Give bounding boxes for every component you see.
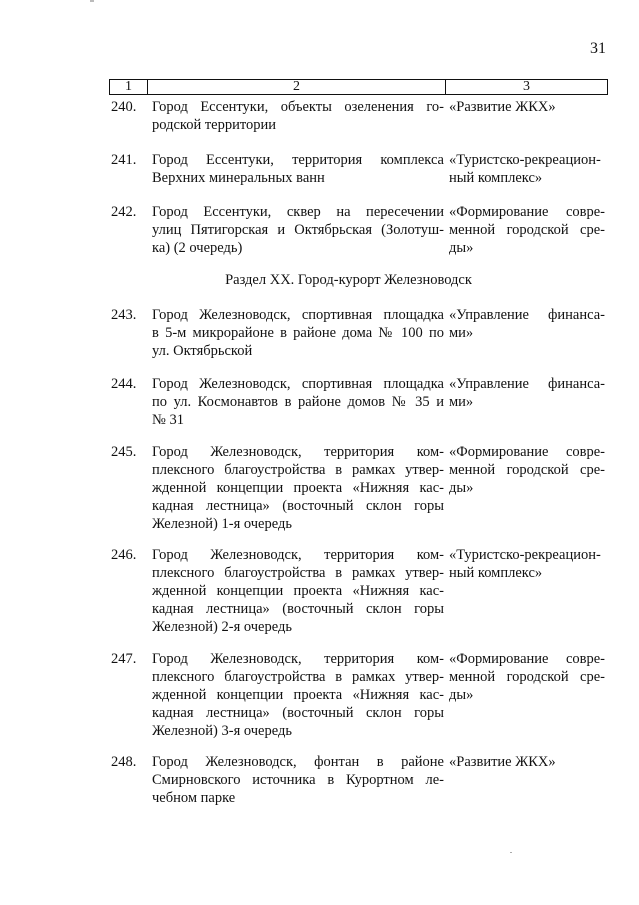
- row-number: 241.: [111, 152, 137, 168]
- desc-line: жденной концепции проекта «Нижняя кас-: [152, 480, 444, 496]
- row-program: [449, 151, 605, 187]
- program-line: «Формирование совре-: [449, 444, 605, 460]
- row-number: 246.: [111, 547, 137, 563]
- program-line: «Формирование совре-: [449, 204, 605, 220]
- desc-line: Железной) 1-я очередь: [152, 516, 292, 532]
- row-number: 240.: [111, 99, 137, 115]
- row-program: [449, 753, 605, 771]
- section-title: Раздел XX. Город-курорт Железноводск: [225, 272, 472, 288]
- row-number: 242.: [111, 204, 137, 220]
- program-line: ды»: [449, 687, 474, 703]
- program-line: ный комплекс»: [449, 170, 543, 186]
- desc-line: Город Ессентуки, сквер на пересечении: [152, 204, 444, 220]
- desc-line: Смирновского источника в Курортном ле-: [152, 772, 444, 788]
- desc-line: родской территории: [152, 117, 277, 133]
- row-program: [449, 203, 605, 257]
- row-description: [152, 98, 444, 134]
- column-header-2: 2: [148, 80, 446, 95]
- desc-line: Город Железноводск, территория ком-: [152, 444, 444, 460]
- desc-line: Город Железноводск, территория ком-: [152, 651, 444, 667]
- row-program: [449, 306, 605, 342]
- row-number: 244.: [111, 376, 137, 392]
- desc-line: Город Ессентуки, территория комплекса: [152, 152, 444, 168]
- program-line: ды»: [449, 480, 474, 496]
- program-line: «Туристско-рекреацион-: [449, 152, 601, 168]
- desc-line: по ул. Космонавтов в районе домов № 35 и: [152, 394, 444, 410]
- row-number: 243.: [111, 307, 137, 323]
- desc-line: плексного благоустройства в рамках утвер-: [152, 462, 444, 478]
- row-program: [449, 98, 605, 116]
- scan-mark: [510, 852, 512, 853]
- program-line: «Развитие ЖКХ»: [449, 754, 556, 770]
- program-line: ный комплекс»: [449, 565, 543, 581]
- desc-line: Город Железноводск, фонтан в районе: [152, 754, 444, 770]
- desc-line: чебном парке: [152, 790, 236, 806]
- desc-line: Город Железноводск, территория ком-: [152, 547, 444, 563]
- row-number: 245.: [111, 444, 137, 460]
- row-program: [449, 375, 605, 411]
- desc-line: Город Ессентуки, объекты озеленения го-: [152, 99, 444, 115]
- row-description: [152, 203, 444, 257]
- desc-line: ка) (2 очередь): [152, 240, 243, 256]
- program-line: «Развитие ЖКХ»: [449, 99, 556, 115]
- desc-line: улиц Пятигорская и Октябрьская (Золотуш-: [152, 222, 444, 238]
- desc-line: Город Железноводск, спортивная площадка: [152, 307, 444, 323]
- desc-line: Город Железноводск, спортивная площадка: [152, 376, 444, 392]
- program-line: ми»: [449, 325, 474, 341]
- table-header: [109, 79, 608, 95]
- desc-line: № 31: [152, 412, 184, 428]
- row-number: 247.: [111, 651, 137, 667]
- row-program: [449, 443, 605, 497]
- row-description: [152, 753, 444, 807]
- program-line: ды»: [449, 240, 474, 256]
- program-line: менной городской сре-: [449, 669, 605, 685]
- program-line: ми»: [449, 394, 474, 410]
- column-header-1: 1: [110, 80, 148, 95]
- row-number: 248.: [111, 754, 137, 770]
- program-line: менной городской сре-: [449, 462, 605, 478]
- desc-line: кадная лестница» (восточный склон горы: [152, 498, 444, 514]
- desc-line: кадная лестница» (восточный склон горы: [152, 705, 444, 721]
- row-description: [152, 151, 444, 187]
- desc-line: плексного благоустройства в рамках утвер-: [152, 565, 444, 581]
- program-line: «Управление финанса-: [449, 307, 605, 323]
- desc-line: Железной) 3-я очередь: [152, 723, 292, 739]
- row-program: [449, 546, 605, 582]
- program-line: «Управление финанса-: [449, 376, 605, 392]
- desc-line: ул. Октябрьской: [152, 343, 253, 359]
- desc-line: Железной) 2-я очередь: [152, 619, 292, 635]
- column-header-3: 3: [446, 80, 608, 95]
- program-line: «Туристско-рекреацион-: [449, 547, 601, 563]
- row-description: [152, 443, 444, 533]
- desc-line: плексного благоустройства в рамках утвер-: [152, 669, 444, 685]
- row-description: [152, 650, 444, 740]
- desc-line: в 5-м микрорайоне в районе дома № 100 по: [152, 325, 444, 341]
- page-number: 31: [590, 40, 606, 57]
- row-program: [449, 650, 605, 704]
- desc-line: Верхних минеральных ванн: [152, 170, 325, 186]
- desc-line: жденной концепции проекта «Нижняя кас-: [152, 583, 444, 599]
- scan-mark: [90, 0, 94, 2]
- program-line: «Формирование совре-: [449, 651, 605, 667]
- row-description: [152, 375, 444, 429]
- desc-line: жденной концепции проекта «Нижняя кас-: [152, 687, 444, 703]
- row-description: [152, 546, 444, 636]
- row-description: [152, 306, 444, 360]
- program-line: менной городской сре-: [449, 222, 605, 238]
- desc-line: кадная лестница» (восточный склон горы: [152, 601, 444, 617]
